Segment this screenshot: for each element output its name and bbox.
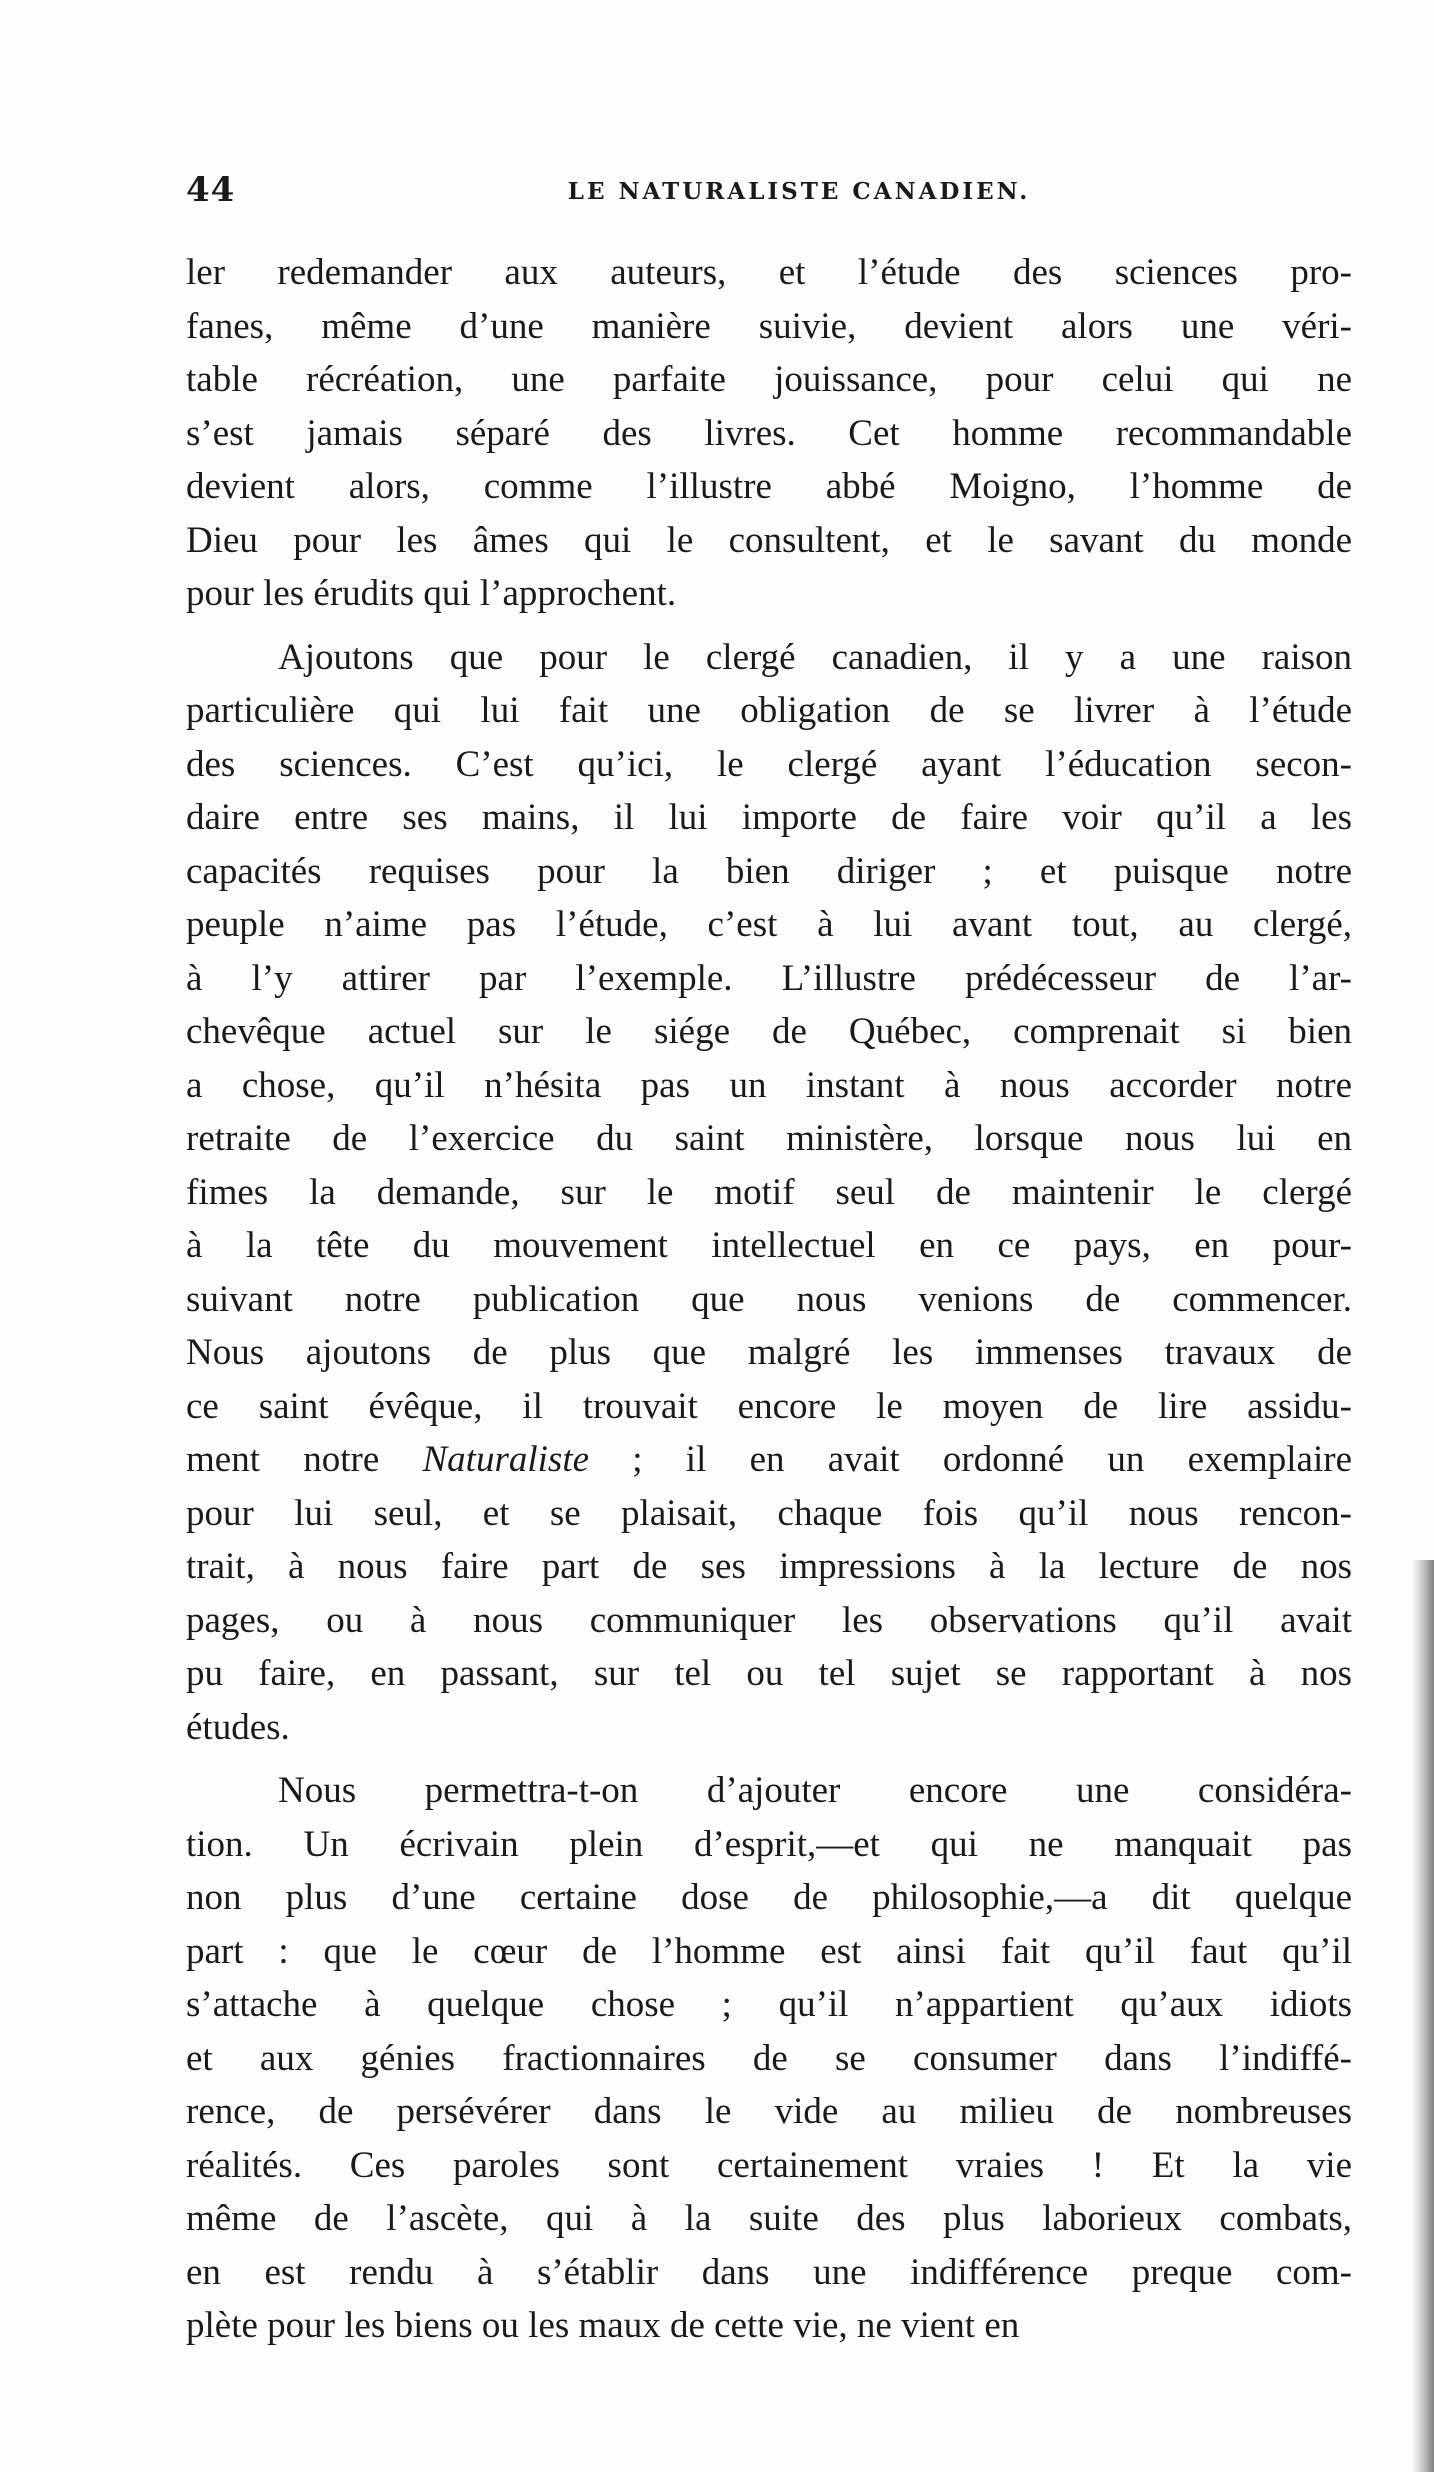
- text-line: plète pour les biens ou les maux de cette vie, ne vient en: [186, 2305, 1020, 2346]
- text-line: s’attache à quelque chose ; qu’il n’appartient qu’aux idiots: [186, 1984, 1352, 2025]
- text-line: non plus d’une certaine dose de philosophie,—a dit quelque: [186, 1877, 1352, 1918]
- text-line: part : que le cœur de l’homme est ainsi fait qu’il faut qu’il: [186, 1930, 1352, 1972]
- page-edge-shadow: [1412, 1560, 1434, 2472]
- text-line: table récréation, une parfaite jouissance, pour celui qui ne: [186, 359, 1352, 400]
- text-line: Dieu pour les âmes qui le consultent, et le savant du monde: [186, 519, 1352, 561]
- body-text: [186, 246, 1352, 2353]
- text-line: tion. Un écrivain plein d’esprit,—et qui ne manquait pas: [186, 1823, 1352, 1865]
- text-line: Nous ajoutons de plus que malgré les immenses travaux de: [186, 1332, 1352, 1373]
- text-line: même de l’ascète, qui à la suite des plus laborieux combats,: [186, 2198, 1352, 2239]
- text-line: devient alors, comme l’illustre abbé Moigno, l’homme de: [186, 466, 1352, 507]
- text-line: en est rendu à s’établir dans une indifférence preque com-: [186, 2251, 1352, 2293]
- text-line: Nous permettra-t-on d’ajouter encore une considéra-: [278, 1770, 1352, 1811]
- text-line: pu faire, en passant, sur tel ou tel sujet se rapportant à nos: [186, 1653, 1352, 1694]
- text-line: s’est jamais séparé des livres. Cet homme recommandable: [186, 412, 1352, 454]
- text-line: Ajoutons que pour le clergé canadien, il y a une raison: [278, 636, 1352, 678]
- text-line: peuple n’aime pas l’étude, c’est à lui avant tout, au clergé,: [186, 904, 1352, 945]
- text-line: retraite de l’exercice du saint ministère, lorsque nous lui en: [186, 1118, 1352, 1159]
- text-line: pour les érudits qui l’approchent.: [186, 573, 677, 614]
- text-line: suivant notre publication que nous venions de commencer.: [186, 1278, 1352, 1320]
- journal-title-italic: Naturaliste: [422, 1439, 590, 1480]
- paragraph: [186, 1764, 1352, 2353]
- page-header: [186, 170, 1362, 220]
- text-line: daire entre ses mains, il lui importe de faire voir qu’il a les: [186, 797, 1352, 838]
- paragraph-gap: [186, 621, 1352, 631]
- text-line: pages, ou à nous communiquer les observations qu’il avait: [186, 1599, 1352, 1641]
- text-line: trait, à nous faire part de ses impressions à la lecture de nos: [186, 1546, 1352, 1587]
- text-line: réalités. Ces paroles sont certainement vraies ! Et la vie: [186, 2144, 1352, 2186]
- text-line: a chose, qu’il n’hésita pas un instant à nous accorder notre: [186, 1064, 1352, 1106]
- paragraph-gap: [186, 1754, 1352, 1764]
- text-line: ce saint évêque, il trouvait encore le moyen de lire assidu-: [186, 1385, 1352, 1427]
- text-line: fanes, même d’une manière suivie, devient alors une véri-: [186, 305, 1352, 347]
- text-line: rence, de persévérer dans le vide au milieu de nombreuses: [186, 2091, 1352, 2132]
- text-line: et aux génies fractionnaires de se consumer dans l’indiffé-: [186, 2037, 1352, 2079]
- text-line: à la tête du mouvement intellectuel en ce pays, en pour-: [186, 1225, 1352, 1266]
- paragraph: [186, 246, 1352, 621]
- paragraph: [186, 631, 1352, 1755]
- text-line: particulière qui lui fait une obligation de se livrer à l’étude: [186, 690, 1352, 731]
- text-line: à l’y attirer par l’exemple. L’illustre prédécesseur de l’ar-: [186, 957, 1352, 999]
- text-line: fimes la demande, sur le motif seul de maintenir le clergé: [186, 1171, 1352, 1213]
- text-line: études.: [186, 1706, 290, 1748]
- text-line: des sciences. C’est qu’ici, le clergé ayant l’éducation secon-: [186, 743, 1352, 785]
- text-line: chevêque actuel sur le siége de Québec, comprenait si bien: [186, 1011, 1352, 1052]
- text-line: capacités requises pour la bien diriger ; et puisque notre: [186, 850, 1352, 892]
- running-title: LE NATURALISTE CANADIEN.: [567, 178, 1031, 205]
- page-number: 44: [186, 170, 236, 210]
- text-line: ment notre Naturaliste ; il en avait ordonné un exemplaire: [186, 1439, 1352, 1480]
- text-line: pour lui seul, et se plaisait, chaque fois qu’il nous rencon-: [186, 1492, 1352, 1534]
- text-line: ler redemander aux auteurs, et l’étude des sciences pro-: [186, 252, 1352, 293]
